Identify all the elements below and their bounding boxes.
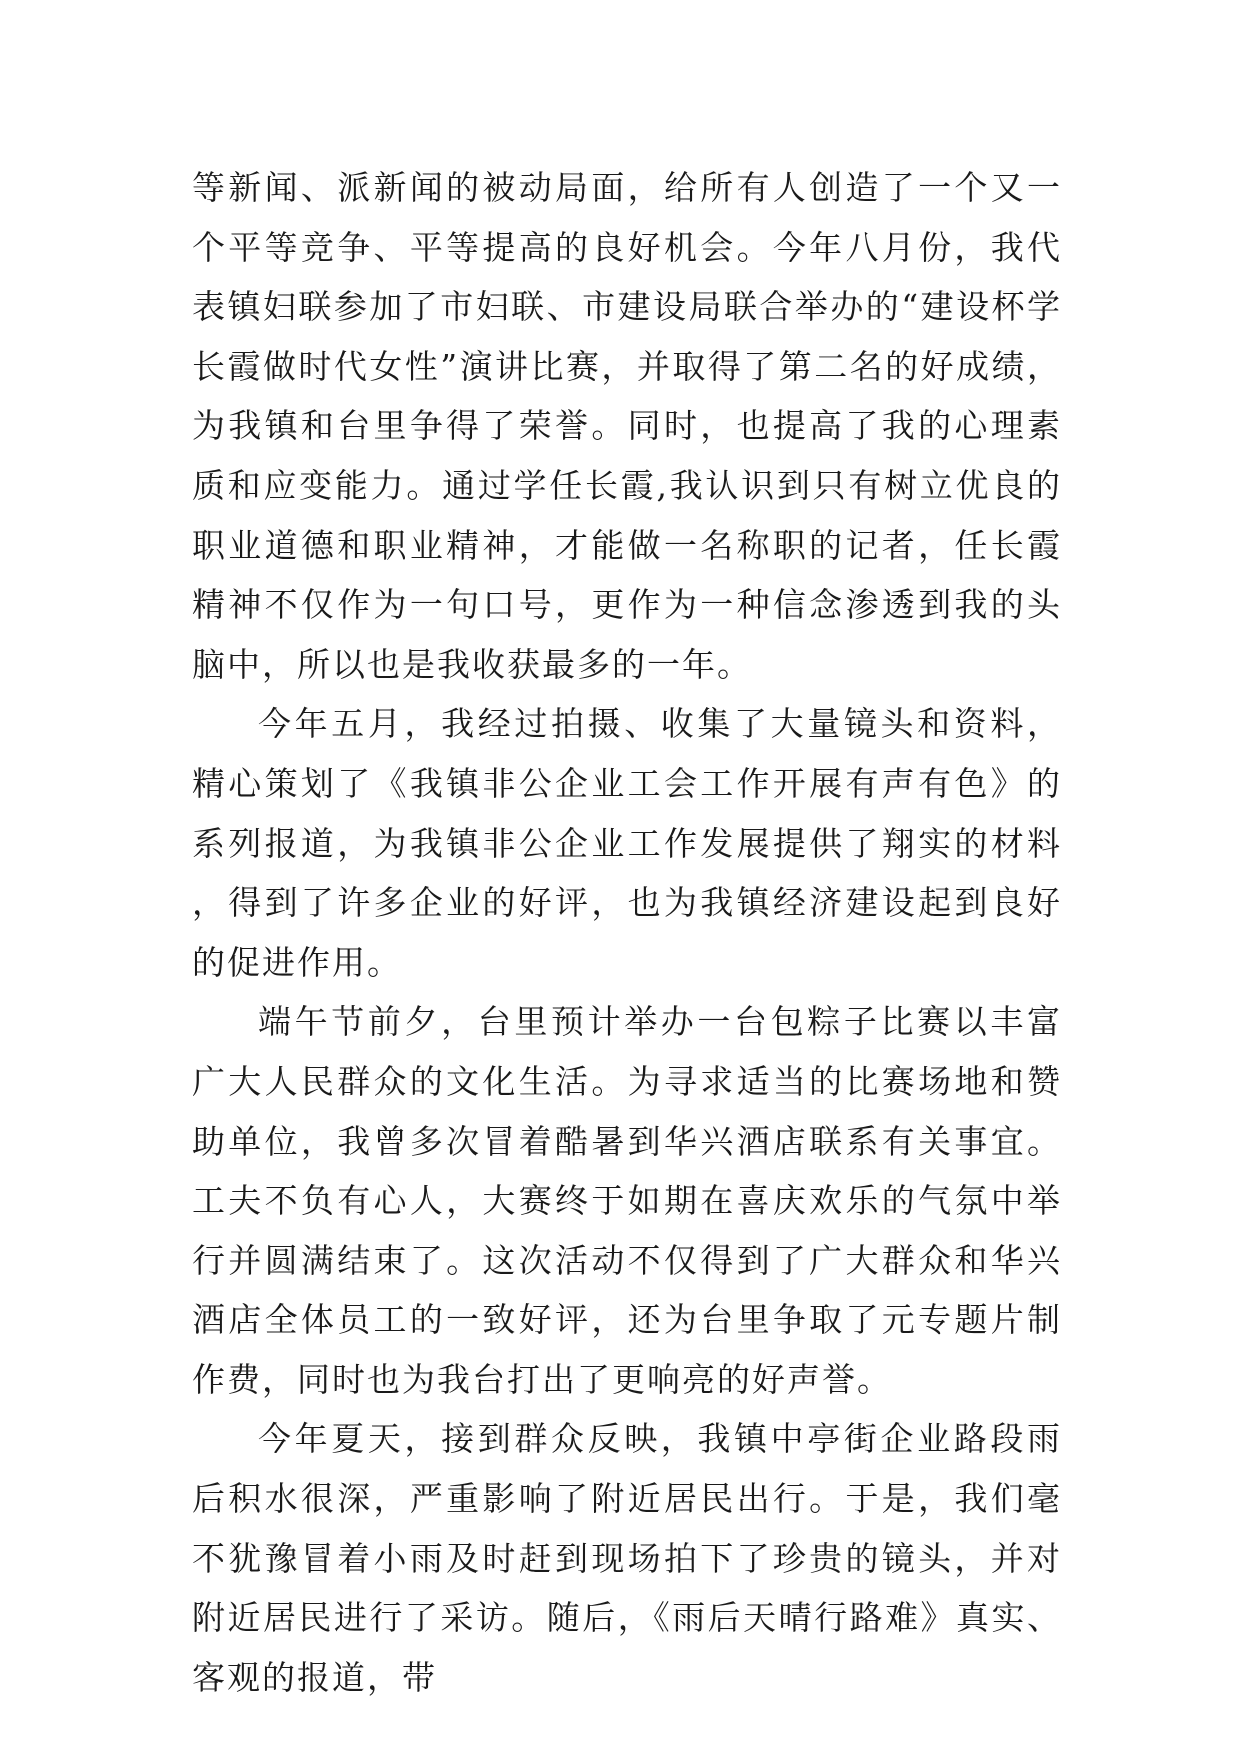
paragraph-may-report: 今年五月，我经过拍摄、收集了大量镜头和资料，精心策划了《我镇非公企业工会工作开展有声有色》的系列报道，为我镇非公企业工作发展提供了翔实的材料，得到了许多企业的好评，也为我镇经济建设起到良好的促进作用。: [192, 704, 1062, 982]
paragraph-dragon-boat-event: 端午节前夕，台里预计举办一台包粽子比赛以丰富广大人民群众的文化生活。为寻求适当的比赛场地和赞助单位，我曾多次冒着酷暑到华兴酒店联系有关事宜。工夫不负有心人，大赛终于如期在喜庆欢乐的气氛中举行并圆满结束了。这次活动不仅得到了广大群众和华兴酒店全体员工的一致好评，还为台里争取了元专题片制作费，同时也为我台打出了更响亮的好声誉。: [192, 1002, 1062, 1399]
paragraph-continuation: 等新闻、派新闻的被动局面，给所有人创造了一个又一个平等竞争、平等提高的良好机会。今年八月份，我代表镇妇联参加了市妇联、市建设局联合举办的“建设杯学长霞做时代女性”演讲比赛，并取得了第二名的好成绩，为我镇和台里争得了荣誉。同时，也提高了我的心理素质和应变能力。通过学任长霞,我认识到只有树立优良的职业道德和职业精神，才能做一名称职的记者，任长霞精神不仅作为一句口号，更作为一种信念渗透到我的头脑中，所以也是我收获最多的一年。: [192, 168, 1062, 684]
paragraph-summer-report: 今年夏天，接到群众反映，我镇中亭街企业路段雨后积水很深，严重影响了附近居民出行。于是，我们毫不犹豫冒着小雨及时赶到现场拍下了珍贵的镜头，并对附近居民进行了采访。随后，《雨后天晴行路难》真实、客观的报道，带: [192, 1419, 1062, 1697]
document-body: [192, 158, 1062, 1707]
